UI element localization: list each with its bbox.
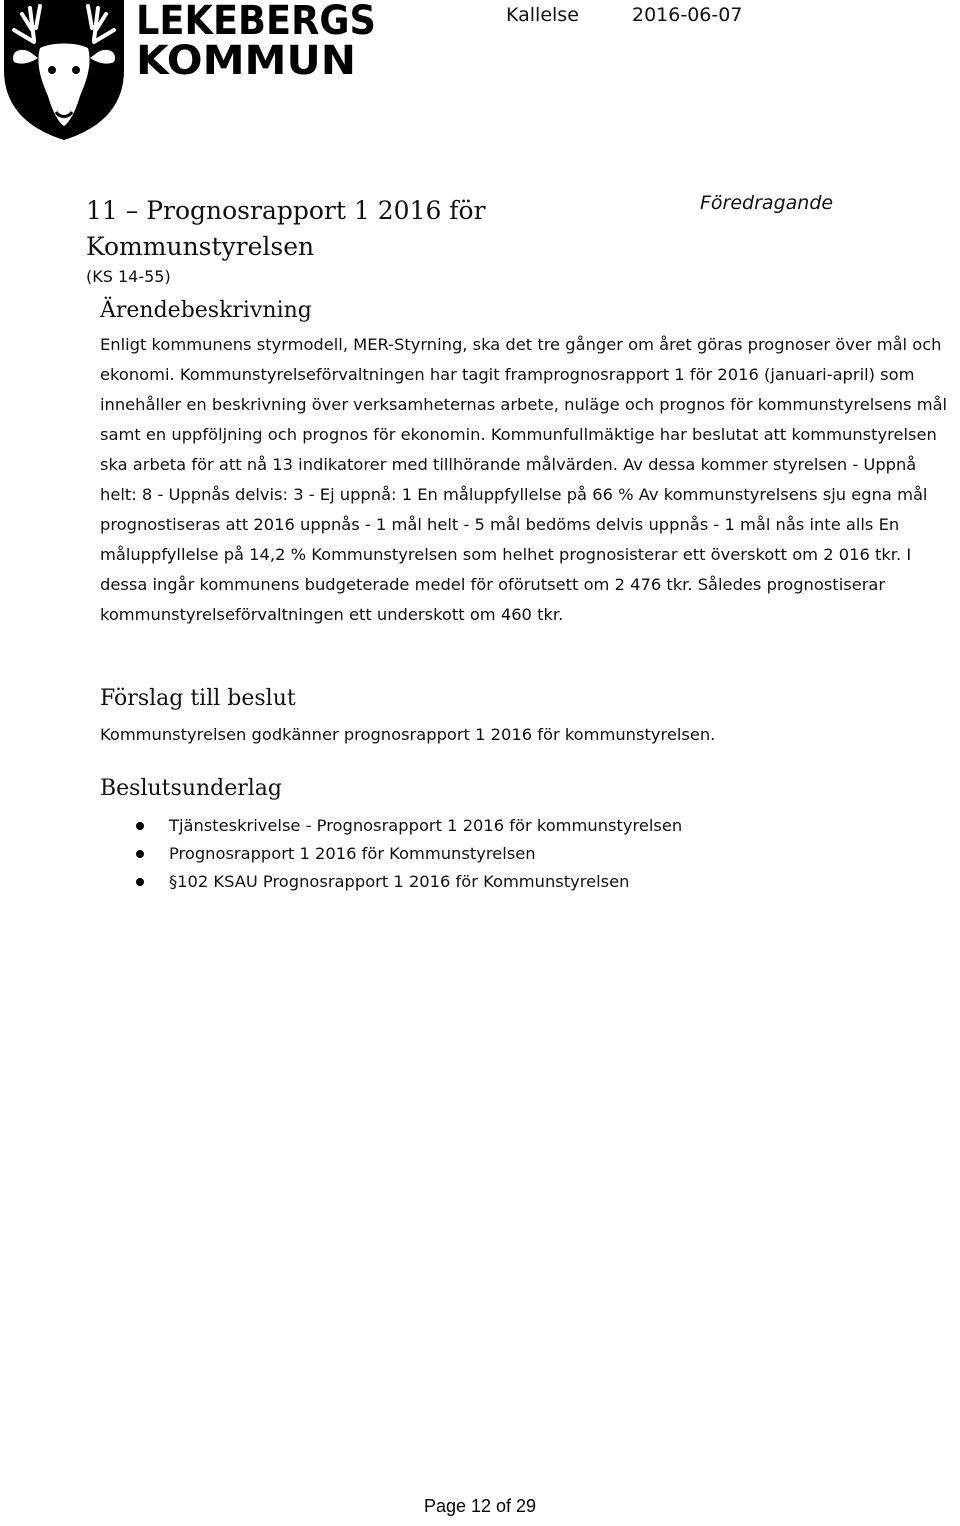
case-reference: (KS 14-55) (86, 267, 171, 286)
list-item (100, 840, 682, 868)
proposal-heading: Förslag till beslut (100, 686, 296, 711)
description-heading: Ärendebeskrivning (100, 298, 312, 323)
documents-list (100, 812, 682, 896)
description-text: Enligt kommunens styrmodell, MER-Styrning, ska det tre gånger om året göras prognoser över mål och ekonomi. Kommunstyrelseförvaltningen har tagit framprognosrapport 1 för 2016 (januari-april) som innehåller en beskrivning över verksamheternas arbete, nuläge och prognos för kommunstyrelsens mål samt en uppföljning och prognos för ekonomin. Kommunfullmäktige har beslutat att kommunstyrelsen ska arbeta för att nå 13 indikatorer med tillhörande målvärden. Av dessa kommer styrelsen - Uppnå helt: 8 - Uppnås delvis: 3 - Ej uppnå: 1 En måluppfyllelse på 66 % Av kommunstyrelsens sju egna mål prognostiseras att 2016 uppnås - 1 mål helt - 5 mål bedöms delvis uppnås - 1 mål nås inte alls En måluppfyllelse på 14,2 % Kommunstyrelsen som helhet prognosisterar ett överskott om 2 016 tkr. I dessa ingår kommunens budgeterade medel för oförutsett om 2 476 tkr. Således prognostiserar kommunstyrelseförvaltningen ett underskott om 460 tkr. (100, 335, 948, 624)
bullet-icon (136, 878, 144, 886)
item-title: 11 – Prognosrapport 1 2016 för Kommunstyrelsen (86, 196, 486, 261)
presenter-label: Föredragande (700, 192, 834, 214)
documents-heading: Beslutsunderlag (100, 776, 283, 801)
document-date: 2016-06-07 (632, 4, 743, 26)
proposal-text: Kommunstyrelsen godkänner prognosrapport 1 2016 för kommunstyrelsen. (100, 725, 716, 744)
page-number: Page 12 of 29 (423, 1496, 537, 1516)
document-name: Prognosrapport 1 2016 för Kommunstyrelsen (169, 844, 536, 863)
list-item (100, 868, 682, 896)
bullet-icon (136, 850, 144, 858)
document-name: §102 KSAU Prognosrapport 1 2016 för Kommunstyrelsen (169, 872, 630, 891)
bullet-icon (136, 822, 144, 830)
list-item (100, 812, 682, 840)
org-name-line2: KOMMUN (136, 38, 356, 80)
municipality-wordmark (136, 0, 386, 80)
document-name: Tjänsteskrivelse - Prognosrapport 1 2016 för kommunstyrelsen (169, 816, 683, 835)
municipality-coat-of-arms (0, 0, 128, 140)
org-name-line1: LEKEBERGS (136, 0, 376, 44)
document-type: Kallelse (506, 4, 579, 26)
